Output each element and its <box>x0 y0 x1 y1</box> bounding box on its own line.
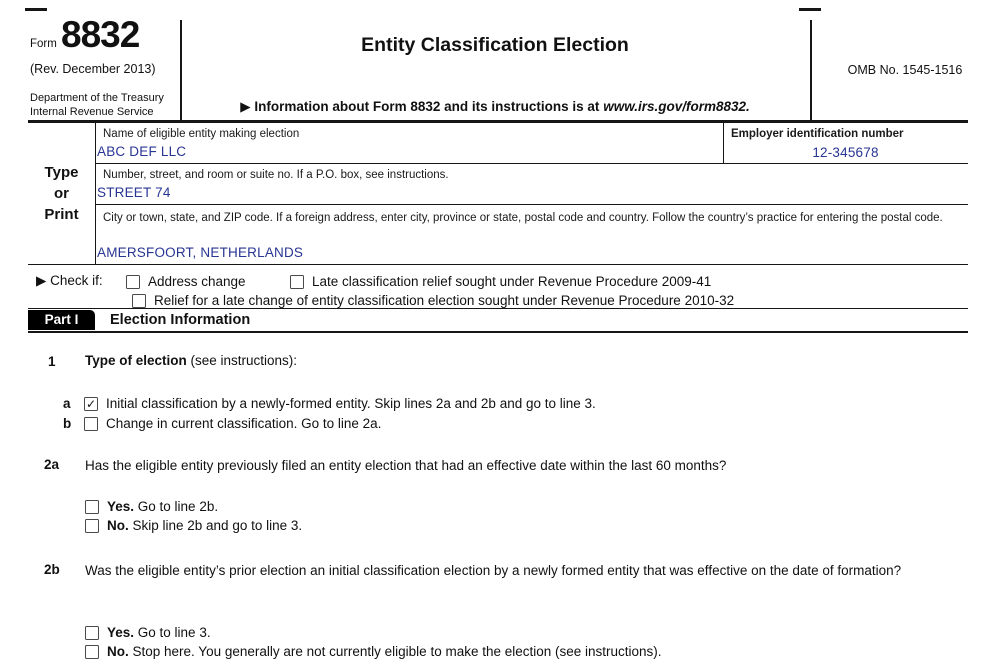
line-1a-letter: a <box>63 396 71 411</box>
checkbox-1b-change-classification[interactable] <box>84 417 98 431</box>
checkbox-late-classification-relief[interactable] <box>290 275 304 289</box>
header-bottom-rule <box>28 120 968 123</box>
line-2b-yes <box>85 624 211 641</box>
line-1-label: Type of election (see instructions): <box>85 353 298 368</box>
check-if-option-address-change <box>126 273 246 290</box>
checkbox-1a-initial-classification[interactable]: ✓ <box>85 396 97 411</box>
entity-name-label: Name of eligible entity making election <box>103 128 300 140</box>
ein-label: Employer identification number <box>731 128 904 140</box>
corner-mark-left <box>25 8 47 11</box>
line-2a-no <box>85 517 302 534</box>
agency-line-2: Internal Revenue Service <box>30 106 154 118</box>
corner-mark-right <box>799 8 821 11</box>
check-if-option-label: Address change <box>148 274 246 289</box>
info-line <box>181 99 809 115</box>
form-number: 8832 <box>61 14 140 55</box>
line-2a-no-text: No. Skip line 2b and go to line 3. <box>107 518 303 533</box>
check-if-option-late-relief <box>290 273 711 290</box>
part1-top-rule <box>28 308 968 309</box>
line-2b-yes-text: Yes. Go to line 3. <box>107 625 211 640</box>
check-if-label: ▶ Check if: <box>36 273 103 288</box>
checkbox-2a-yes[interactable] <box>85 500 99 514</box>
part1-badge: Part I <box>28 310 95 330</box>
check-if-option-label: Late classification relief sought under Revenue Procedure 2009-41 <box>312 274 712 289</box>
line-1a <box>56 395 596 412</box>
line-2a-number: 2a <box>44 457 60 472</box>
street-label: Number, street, and room or suite no. If a P.O. box, see instructions. <box>103 169 449 181</box>
form-word-label: Form <box>30 38 57 50</box>
table-left-divider <box>95 122 96 264</box>
line-2b <box>44 561 960 581</box>
entity-name-value[interactable]: ABC DEF LLC <box>97 144 187 159</box>
line-2b-no <box>85 643 662 660</box>
line-2b-no-text: No. Stop here. You generally are not currently eligible to make the election (see instructions). <box>107 644 662 659</box>
page-title: Entity Classification Election <box>361 34 629 56</box>
line-1 <box>48 353 297 371</box>
line-1b-text: Change in current classification. Go to line 2a. <box>106 416 382 431</box>
check-if-option-late-change-relief <box>132 292 734 309</box>
line-2b-question: Was the eligible entity’s prior election an initial classification election by a newly formed entity that was effective on the date of formation? <box>85 563 902 578</box>
checkbox-2a-no[interactable] <box>85 519 99 533</box>
line-1b <box>56 415 381 432</box>
type-or-print-label: Type or Print <box>44 164 79 223</box>
line-2a-yes <box>85 498 218 515</box>
table-row-divider-2 <box>95 204 968 205</box>
form-revision: (Rev. December 2013) <box>30 62 156 76</box>
checkbox-2b-yes[interactable] <box>85 626 99 640</box>
city-label: City or town, state, and ZIP code. If a foreign address, enter city, province or state, postal code and country. Follow the country’s practice for entering the postal code. <box>103 212 943 224</box>
part1-title: Election Information <box>110 312 251 328</box>
info-line-url: www.irs.gov/form8832. <box>603 99 750 114</box>
line-2b-number: 2b <box>44 562 60 577</box>
line-2a <box>44 456 960 476</box>
checkbox-relief-late-change[interactable] <box>132 294 146 308</box>
part1-bottom-rule <box>28 331 968 333</box>
table-row-divider-1 <box>95 163 968 164</box>
table-bottom-rule <box>28 264 968 266</box>
info-line-prefix: ▶ Information about Form 8832 and its instructions is at <box>240 99 604 114</box>
omb-number: OMB No. 1545-1516 <box>847 63 963 77</box>
line-1-number: 1 <box>48 354 56 369</box>
street-value[interactable]: STREET 74 <box>97 185 171 200</box>
line-2a-yes-text: Yes. Go to line 2b. <box>107 499 219 514</box>
city-value[interactable]: AMERSFOORT, NETHERLANDS <box>97 245 304 260</box>
line-2a-question: Has the eligible entity previously filed an entity election that had an effective date within the last 60 months? <box>85 458 727 473</box>
checkbox-2b-no[interactable] <box>85 645 99 659</box>
line-1a-text: Initial classification by a newly-formed entity. Skip lines 2a and 2b and go to line 3. <box>106 396 596 411</box>
line-1b-letter: b <box>63 416 72 431</box>
agency-line-1: Department of the Treasury <box>30 92 164 104</box>
checkbox-address-change[interactable] <box>126 275 140 289</box>
ein-value[interactable]: 12-345678 <box>812 145 879 160</box>
check-if-option-label: Relief for a late change of entity classification election sought under Revenue Procedure 2010-32 <box>154 293 735 308</box>
